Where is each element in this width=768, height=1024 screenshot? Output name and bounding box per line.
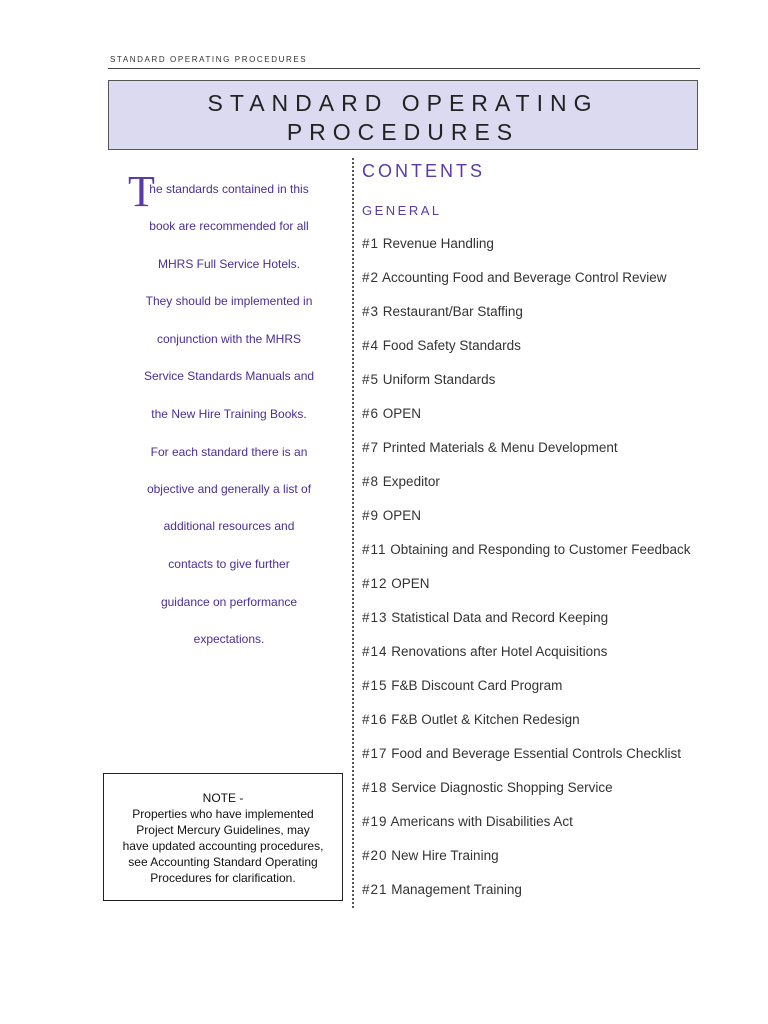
- toc-item-number: #12: [362, 576, 388, 591]
- toc-item-title: Americans with Disabilities Act: [390, 814, 573, 829]
- toc-item-title: Uniform Standards: [382, 372, 496, 387]
- toc-item-title: Management Training: [391, 882, 522, 897]
- toc-item-number: #9: [362, 508, 380, 523]
- toc-item-title: Accounting Food and Beverage Control Review: [382, 270, 667, 285]
- toc-item[interactable]: [362, 848, 499, 864]
- intro-line: They should be implemented in: [145, 294, 313, 308]
- toc-item[interactable]: [362, 542, 690, 558]
- drop-cap: T: [128, 167, 155, 216]
- toc-item-number: #2: [362, 270, 380, 285]
- title-box: [108, 80, 698, 150]
- toc-item[interactable]: [362, 814, 573, 830]
- toc-item-number: #14: [362, 644, 388, 659]
- toc-item-number: #17: [362, 746, 388, 761]
- toc-item[interactable]: [362, 576, 430, 592]
- toc-item-number: #7: [362, 440, 380, 455]
- toc-item[interactable]: [362, 406, 421, 422]
- note-line: see Accounting Standard Operating: [128, 855, 318, 869]
- toc-item-number: #18: [362, 780, 388, 795]
- intro-line: expectations.: [193, 632, 265, 646]
- toc-item-title: Food Safety Standards: [382, 338, 521, 353]
- toc-item-title: Revenue Handling: [382, 236, 494, 251]
- toc-item[interactable]: [362, 236, 494, 252]
- toc-item-title: Food and Beverage Essential Controls Checklist: [391, 746, 681, 761]
- note-line: NOTE -: [202, 791, 244, 805]
- header-rule: [108, 68, 700, 69]
- toc-item[interactable]: [362, 270, 666, 286]
- toc-item-number: #21: [362, 882, 388, 897]
- contents-heading: CONTENTS: [362, 161, 485, 181]
- note-line: Project Mercury Guidelines, may: [136, 823, 310, 837]
- note-box: [103, 773, 343, 901]
- intro-line: conjunction with the MHRS: [156, 332, 302, 346]
- toc-item-number: #6: [362, 406, 380, 421]
- toc-item-title: New Hire Training: [391, 848, 499, 863]
- intro-line: MHRS Full Service Hotels.: [157, 257, 301, 271]
- note-line: Procedures for clarification.: [150, 871, 296, 885]
- intro-line: guidance on performance: [160, 595, 298, 609]
- column-divider: [352, 158, 354, 908]
- toc-item-number: #19: [362, 814, 388, 829]
- toc-item-title: Statistical Data and Record Keeping: [391, 610, 609, 625]
- toc-item[interactable]: [362, 712, 580, 728]
- section-heading-general: GENERAL: [362, 203, 442, 218]
- toc-item-title: Renovations after Hotel Acquisitions: [391, 644, 608, 659]
- toc-item-title: Restaurant/Bar Staffing: [382, 304, 523, 319]
- toc-item-number: #5: [362, 372, 380, 387]
- toc-item[interactable]: [362, 746, 681, 762]
- toc-item[interactable]: [362, 372, 495, 388]
- intro-line: Service Standards Manuals and: [143, 369, 315, 383]
- toc-item-number: #13: [362, 610, 388, 625]
- toc-item-title: Obtaining and Responding to Customer Feedback: [390, 542, 691, 557]
- toc-item-title: Expeditor: [382, 474, 440, 489]
- toc-item-title: OPEN: [382, 508, 422, 523]
- toc-item[interactable]: [362, 474, 440, 490]
- toc-item-number: #1: [362, 236, 380, 251]
- toc-item[interactable]: [362, 610, 608, 626]
- note-line: Properties who have implemented: [132, 807, 314, 821]
- running-header: STANDARD OPERATING PROCEDURES: [110, 55, 308, 64]
- note-line: have updated accounting procedures,: [122, 839, 324, 853]
- title-line-2: PROCEDURES: [286, 119, 520, 145]
- toc-item-number: #3: [362, 304, 380, 319]
- toc-item-number: #11: [362, 542, 387, 557]
- intro-line: For each standard there is an: [150, 445, 308, 459]
- intro-line: contacts to give further: [168, 557, 290, 571]
- title-line-1: STANDARD OPERATING: [207, 90, 599, 116]
- intro-line: the New Hire Training Books.: [151, 407, 307, 421]
- toc-item[interactable]: [362, 678, 562, 694]
- toc-item[interactable]: [362, 644, 607, 660]
- toc-item[interactable]: [362, 440, 618, 456]
- intro-line: additional resources and: [163, 519, 295, 533]
- toc-item-title: Printed Materials & Menu Development: [382, 440, 618, 455]
- toc-item-title: F&B Outlet & Kitchen Redesign: [391, 712, 580, 727]
- toc-item-title: OPEN: [382, 406, 422, 421]
- toc-item-number: #4: [362, 338, 380, 353]
- toc-item-title: F&B Discount Card Program: [391, 678, 563, 693]
- toc-item-number: #15: [362, 678, 388, 693]
- toc-item[interactable]: [362, 304, 523, 320]
- toc-item[interactable]: [362, 508, 421, 524]
- toc-item-number: #20: [362, 848, 388, 863]
- toc-item[interactable]: [362, 338, 521, 354]
- toc-item[interactable]: [362, 882, 522, 898]
- toc-item-title: Service Diagnostic Shopping Service: [391, 780, 613, 795]
- intro-line: objective and generally a list of: [146, 482, 312, 496]
- toc-item-title: OPEN: [391, 576, 430, 591]
- toc-item-number: #8: [362, 474, 380, 489]
- toc-item-number: #16: [362, 712, 388, 727]
- toc-item[interactable]: [362, 780, 613, 796]
- intro-line: book are recommended for all: [149, 219, 309, 233]
- intro-line: he standards contained in this: [149, 182, 309, 196]
